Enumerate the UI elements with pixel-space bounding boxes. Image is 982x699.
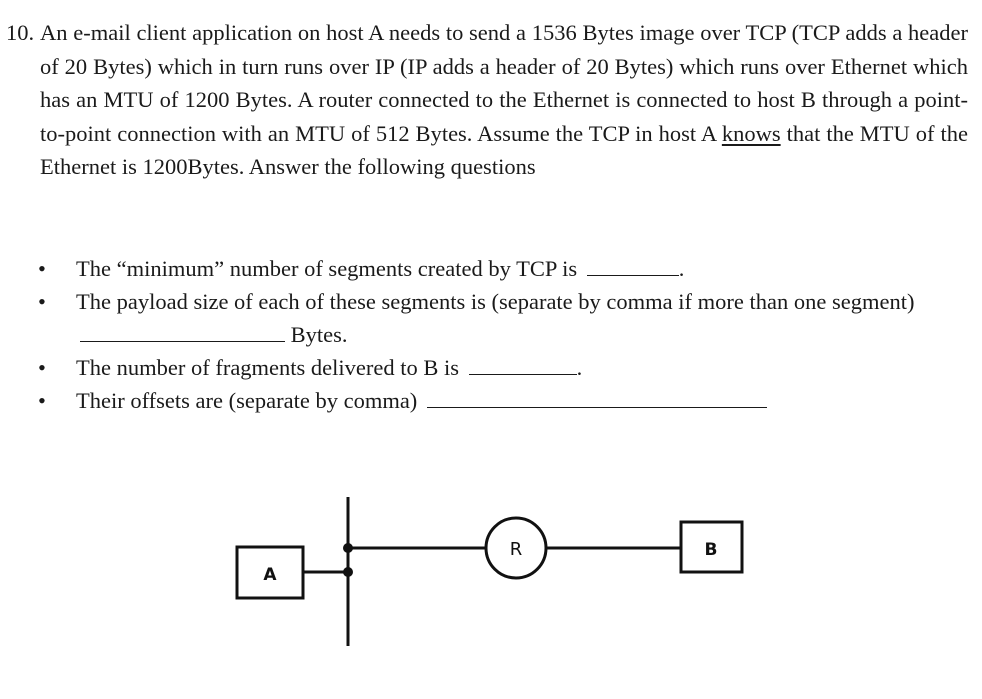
underlined-word: knows — [721, 120, 781, 146]
router-junction — [343, 543, 353, 553]
bullet-text: The payload size of each of these segments is (separate by comma if more than one segment) — [76, 289, 915, 314]
bullet-text: The number of fragments delivered to B is — [76, 355, 465, 380]
question-text-part-2: that the MTU of the Ethernet is 1200Bytes. Answer the following questions — [40, 120, 968, 179]
bullet-text: The “minimum” number of segments created by TCP is — [76, 256, 583, 281]
bullet-icon: • — [38, 355, 46, 380]
bullet-text-end: Bytes. — [285, 322, 348, 347]
host-b-label: B — [704, 540, 718, 560]
bullet-text-end: . — [576, 355, 583, 380]
bullet-text-end: . — [678, 256, 685, 281]
bullet-text: Their offsets are (separate by comma) — [76, 388, 423, 413]
question-text-part-1: An e-mail client application on host A needs to send a 1536 Bytes image over TCP (TCP adds a header of 20 Bytes) which in turn runs over IP (IP adds a header of 20 Bytes) which runs over Ethernet which has an MTU of 1200 Bytes. A router connected to the Ethernet is connected to host B through a point-to-point connection with an MTU of 512 Bytes. Assume the TCP in host A — [40, 20, 968, 146]
bullet-icon: • — [38, 289, 46, 314]
question-number: 10. — [6, 20, 35, 45]
host-a-label: A — [263, 565, 277, 585]
router-label: R — [509, 539, 523, 560]
bullet-icon: • — [38, 388, 46, 413]
host-a-junction — [343, 567, 353, 577]
bullet-icon: • — [38, 256, 46, 281]
